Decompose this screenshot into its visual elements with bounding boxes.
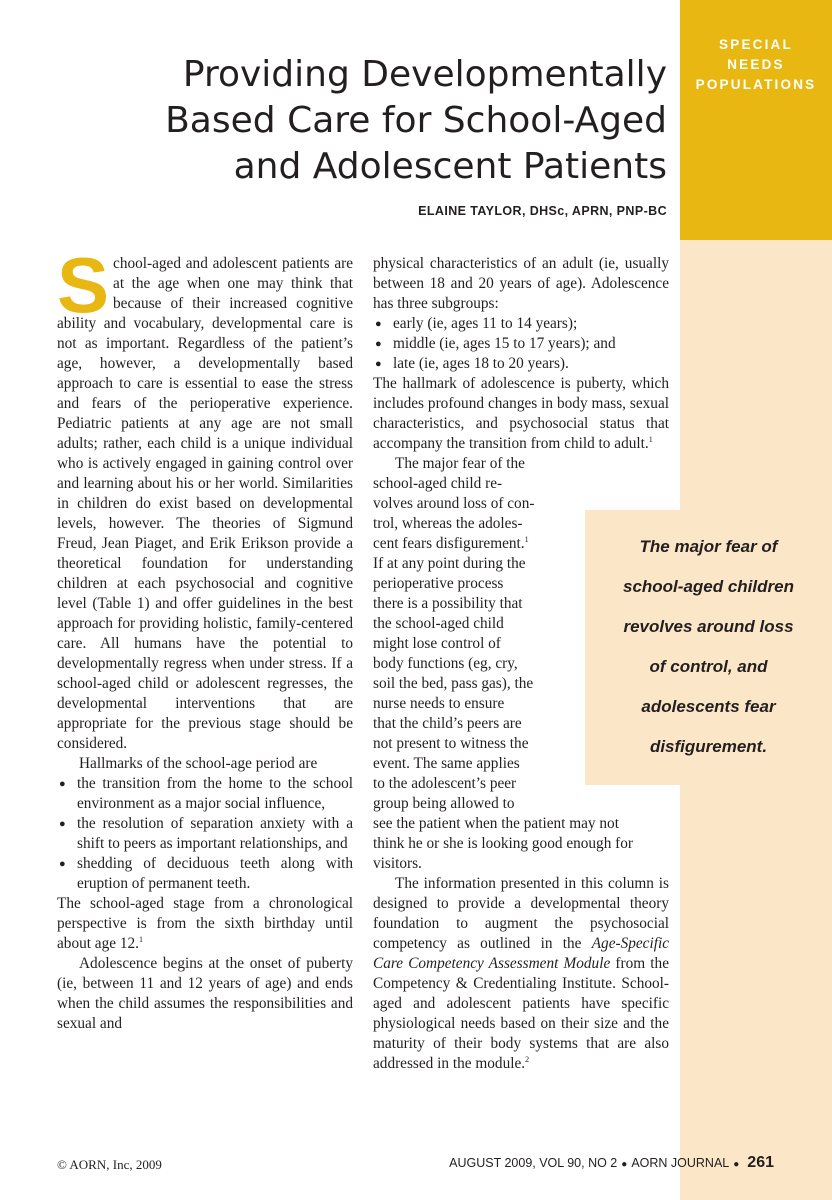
list-item: ● the resolution of separation anxiety with a shift to peers as important relationships, and [57,814,353,854]
module-title: Age-Specific Care Competency Assessment Module [373,935,669,972]
pull-quote-line: adolescents fear [641,697,776,716]
fear-line: soil the bed, pass gas), the [373,675,534,692]
pull-quote-line: school-aged children [623,577,794,596]
article-author: ELAINE TAYLOR, DHSc, APRN, PNP-BC [418,204,667,218]
title-line: Based Care for School-Aged [165,100,667,141]
fear-line: school-aged child re- [373,475,503,492]
page-number: 261 [747,1154,774,1171]
adolescence-paragraph: Adolescence begins at the onset of puberty (ie, between 11 and 12 years of age) and ends when the child assumes the responsibilities and sexual and [57,955,353,1032]
pull-quote-line: of control, and [649,657,768,676]
list-item: ● middle (ie, ages 15 to 17 years); and [373,334,669,354]
hallmarks-list [57,774,353,894]
fear-line: the school-aged child [373,615,504,632]
drop-cap: S [57,241,110,329]
running-footer [449,1154,774,1172]
information-text: The information presented in this column is designed to provide a developmental theory foundation to augment the psychosocial competency as outlined in the [373,875,669,952]
fear-line-text: cent fears disfigurement. [373,535,525,552]
information-paragraph [373,874,669,1074]
list-item: ● late (ie, ages 18 to 20 years). [373,354,669,374]
intro-paragraph [57,241,353,754]
fear-line: perioperative process [373,575,504,592]
pull-quote-line: disfigurement. [649,737,768,756]
subgroups-list [373,314,669,374]
reference-marker: 1 [138,934,143,944]
school-age-text: The school-aged stage from a chronological perspective is from the sixth birthday until about age 12. [57,895,353,952]
article-title [67,52,667,190]
reference-marker: 1 [524,534,529,544]
fear-line: that the child’s peers are [373,715,522,732]
fear-line: there is a possibility that [373,595,523,612]
fear-line: event. The same applies [373,755,520,772]
fear-line [373,534,559,554]
fear-line: group being allowed to [373,795,515,812]
pull-quote-line: The major fear of [639,537,778,556]
list-item: ● early (ie, ages 11 to 14 years); [373,314,669,334]
fear-line: If at any point during the [373,555,526,572]
reference-marker: 2 [525,1054,530,1064]
copyright: © AORN, Inc, 2009 [57,1157,162,1172]
list-item: ● the transition from the home to the school environment as a major social influence, [57,774,353,814]
section-label-line: SPECIAL [719,37,793,52]
fear-line: body functions (eg, cry, [373,655,518,672]
section-label [680,35,832,95]
section-label-line: POPULATIONS [695,77,817,92]
fear-line: not present to witness the [373,735,529,752]
separator-bullet-icon: ● [733,1159,740,1170]
fear-line: trol, whereas the adoles- [373,515,523,532]
puberty-text: The hallmark of adolescence is puberty, which includes profound changes in body mass, sexual characteristics, and psychosocial status that accompany the transition from child to adult. [373,375,669,452]
school-age-paragraph [57,894,353,954]
puberty-paragraph [373,374,669,454]
hallmarks-intro: Hallmarks of the school-age period are [79,755,318,772]
title-line: Providing Developmentally [182,54,667,95]
pull-quote-line: revolves around loss [623,617,794,636]
separator-bullet-icon: ● [621,1159,628,1170]
journal-name: AORN JOURNAL [631,1156,730,1170]
fear-line: nurse needs to ensure [373,695,505,712]
list-item: ● shedding of deciduous teeth along with eruption of permanent teeth. [57,854,353,894]
column-left [57,241,353,1034]
adult-paragraph: physical characteristics of an adult (ie, usually between 18 and 20 years of age). Adolescence has three subgroups: [373,255,669,312]
intro-text: chool-aged and adolescent patients are at the age when one may think that because of their increased cognitive ability and vocabulary, developmental care is not as important. Regardless of the patient’s age, however, a developmentally based approach to care is essential to ease the stress and fears of the perioperative experience. Pediatric patients at any age are not small adults; rather, each child is a unique individual who is actively engaged in gaining control over and learning about his or her world. Similarities in children do exist based on developmental levels, however. The theories of Sigmund Freud, Jean Piaget, and Erik Erikson provide a theoretical foundation for understanding children at each psychosocial and cognitive level (Table 1) and offer guidelines in the best approach for providing holistic, family-centered care. All humans have the potential to developmentally regress when under stress. If a school-aged child or adolescent regresses, the developmental interventions that are appropriate for the previous stage should be considered. [57,255,353,752]
fear-line: might lose control of [373,635,501,652]
section-label-line: NEEDS [727,57,785,72]
pull-quote [585,527,832,767]
issue-info: AUGUST 2009, VOL 90, NO 2 [449,1156,618,1170]
fear-line: to the adolescent’s peer [373,775,517,792]
fear-line: volves around loss of con- [373,495,535,512]
fear-paragraph-end: see the patient when the patient may not think he or she is looking good enough for visitors. [373,815,634,872]
information-text-cont: from the Competency & Credentialing Institute. School-aged and adolescent patients have specific physiological needs based on their size and the maturity of their body systems that are also addressed in the module. [373,955,669,1072]
reference-marker: 1 [648,434,653,444]
fear-line: The major fear of the [395,455,525,472]
title-line: and Adolescent Patients [233,146,667,187]
